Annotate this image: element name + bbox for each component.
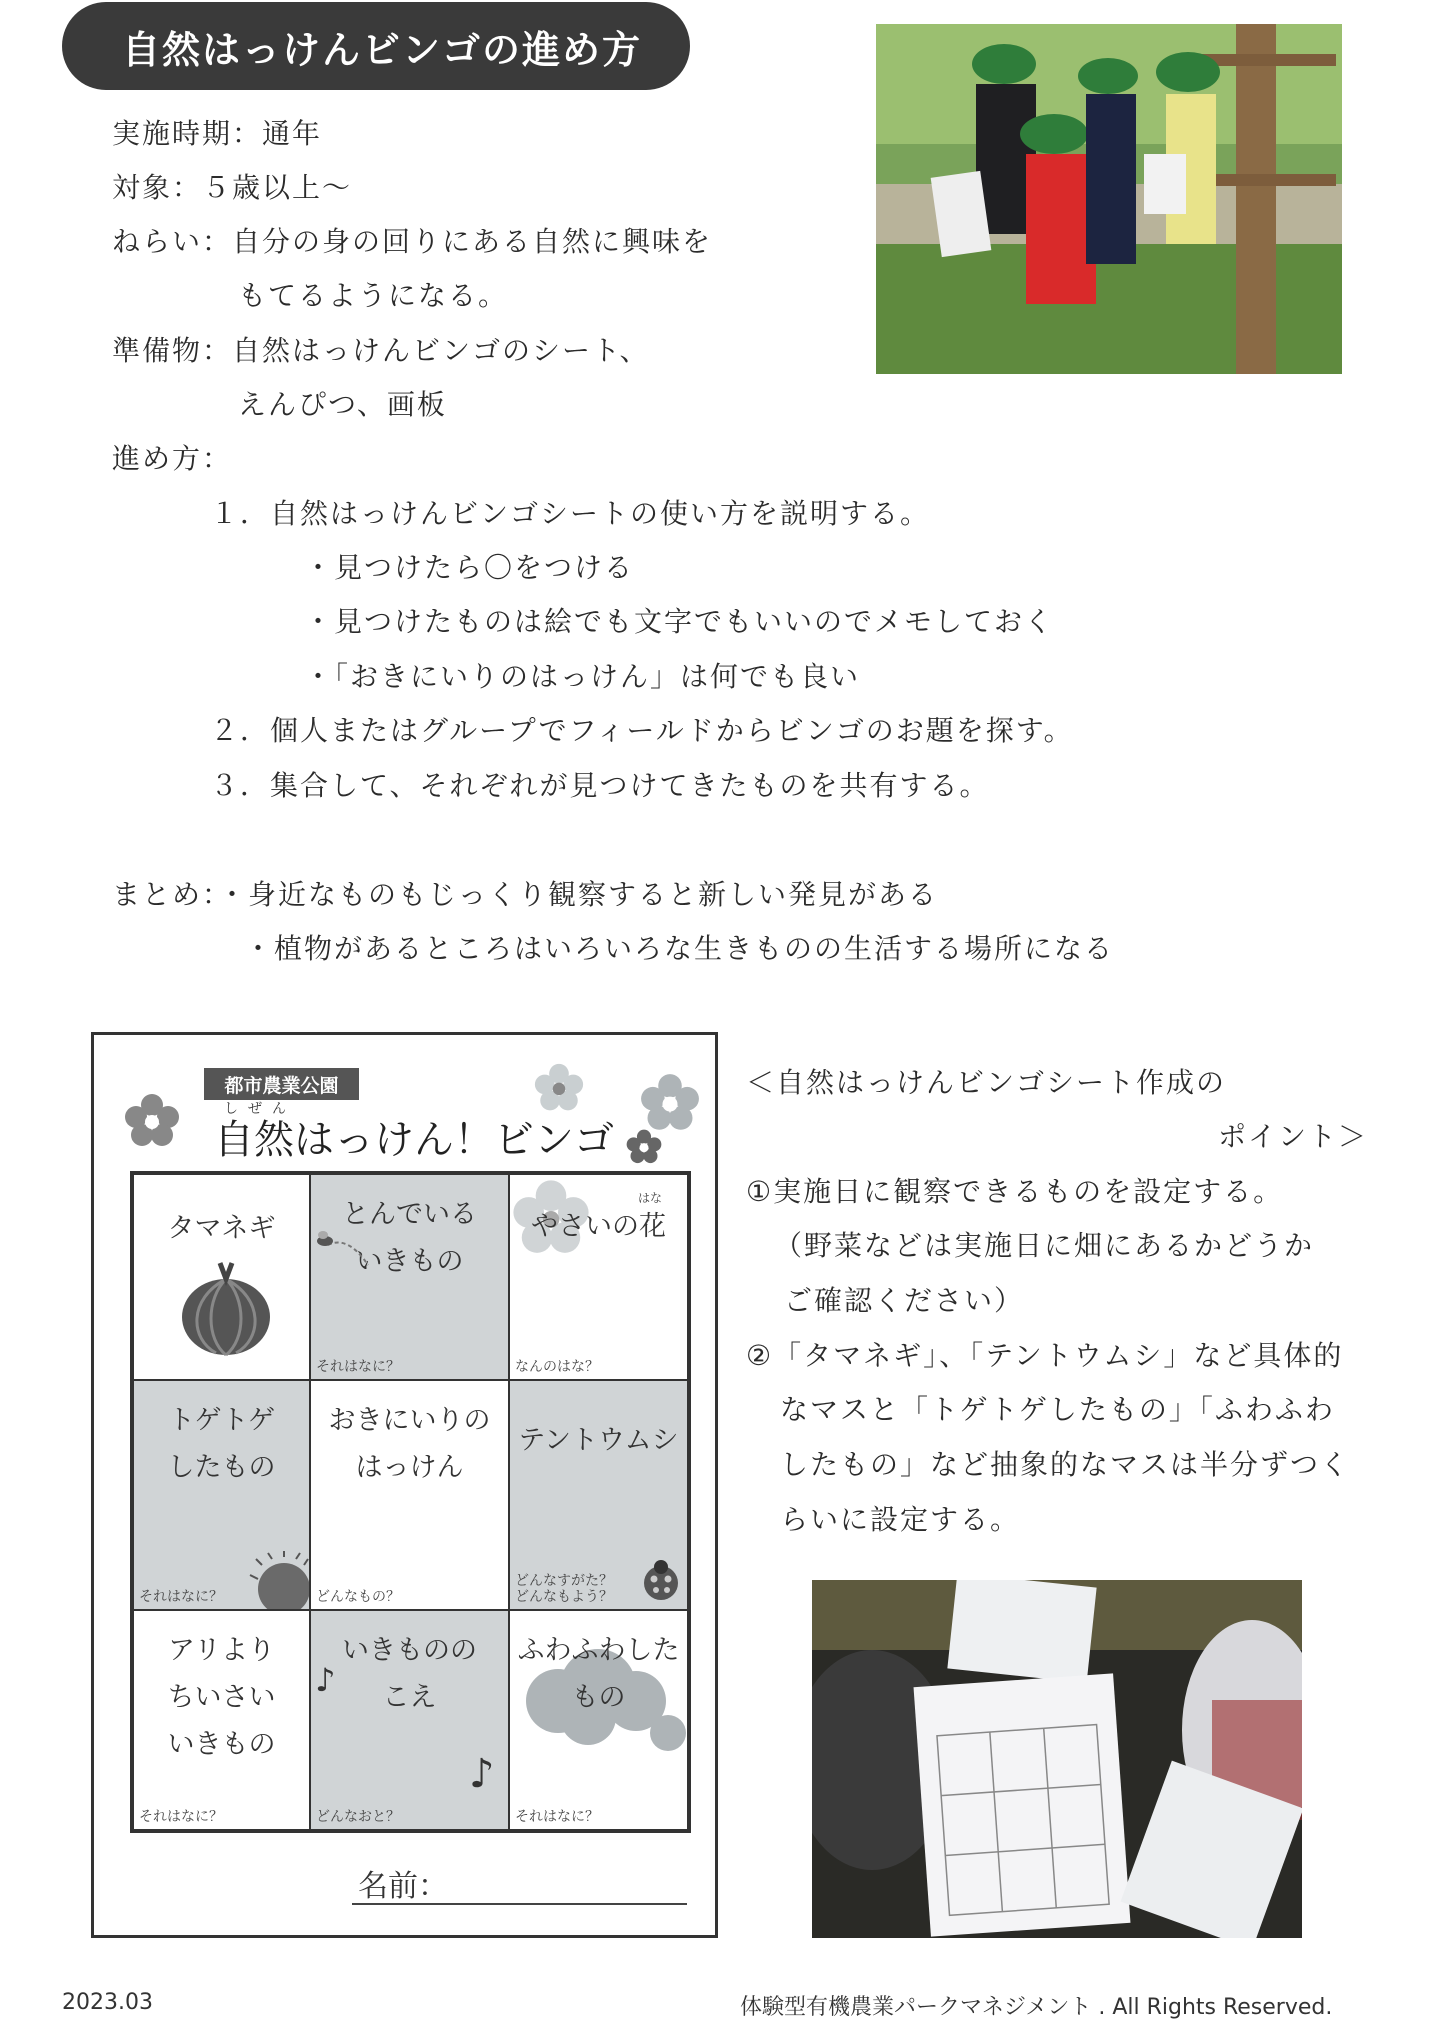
tips-heading-2: ポイント＞ xyxy=(1218,1120,1369,1153)
title-ruby: しぜん xyxy=(224,1101,296,1117)
cell-hint: なんのはな？ xyxy=(515,1359,599,1375)
tip-2-line-2: なマスと「トゲトゲしたもの」「ふわふわ xyxy=(780,1393,1335,1426)
cell-label: テントウムシ xyxy=(518,1425,679,1456)
cell-label: タマネギ xyxy=(167,1213,276,1244)
tip-1-line-2: （野菜などは実施日に畑にあるかどうか xyxy=(774,1229,1315,1262)
aim-text-1: ねらい：自分の身の回りにある自然に興味を xyxy=(112,225,713,258)
prep-text-1: 準備物：自然はっけんビンゴのシート、 xyxy=(112,334,650,367)
bingo-cell-tiny xyxy=(133,1610,310,1830)
step-1b: ・見つけたものは絵でも文字でもいいのでメモしておく xyxy=(304,605,1055,638)
summary-1: まとめ：・身近なものもじっくり観察すると新しい発見がある xyxy=(112,878,939,911)
bingo-cell-favorite xyxy=(310,1380,509,1610)
tips-heading-1: ＜自然はっけんビンゴシート作成の xyxy=(746,1066,1227,1099)
music-note-icon: ♪ xyxy=(315,1661,336,1699)
music-note-icon: ♪ xyxy=(469,1751,495,1797)
flower-icon xyxy=(640,1073,700,1133)
bingo-cell-veg-flower xyxy=(509,1174,688,1380)
step-1c: ・「おきにいりのはっけん」は何でも良い xyxy=(304,660,861,693)
tip-2-line-1: ②「タマネギ」、「テントウムシ」など具体的 xyxy=(746,1339,1344,1372)
name-label: 名前： xyxy=(358,1869,448,1904)
cell-hint: どんなもの？ xyxy=(316,1589,400,1605)
bingo-grid xyxy=(130,1171,691,1833)
footer-date: 2023.03 xyxy=(62,1990,153,2015)
ladybug-icon xyxy=(638,1557,684,1603)
chestnut-icon xyxy=(244,1549,310,1610)
bingo-cell-flying xyxy=(310,1174,509,1380)
sheet-title: 自然はっけん！ビンゴ xyxy=(214,1117,614,1163)
cell-hint: どんなすがた？ どんなもよう？ xyxy=(515,1573,613,1605)
tip-2-line-3: したもの」など抽象的なマスは半分ずつく xyxy=(780,1448,1351,1481)
step-1: １．自然はっけんビンゴシートの使い方を説明する。 xyxy=(210,497,931,530)
onion-icon xyxy=(176,1259,276,1359)
period-text: 実施時期：通年 xyxy=(112,117,323,150)
cell-label: トゲトゲ したもの xyxy=(167,1405,276,1483)
cell-label: アリより ちいさい いきもの xyxy=(167,1635,276,1760)
tip-1-line-3: ご確認ください） xyxy=(784,1284,1025,1317)
cell-hint: それはなに？ xyxy=(515,1809,599,1825)
flower-icon xyxy=(124,1093,180,1149)
bingo-cell-fluffy xyxy=(509,1610,688,1830)
bingo-sheet xyxy=(91,1032,718,1938)
step-1a: ・見つけたら〇をつける xyxy=(304,551,635,584)
cell-label: とんでいる いきもの xyxy=(342,1199,477,1277)
name-line xyxy=(352,1903,687,1905)
children-field-photo xyxy=(876,24,1342,374)
bingo-cell-onion xyxy=(133,1174,310,1380)
cell-label: やさいの花 xyxy=(531,1211,666,1242)
tip-2-line-4: らいに設定する。 xyxy=(780,1503,1021,1536)
bingo-cell-voice xyxy=(310,1610,509,1830)
cell-hint: それはなに？ xyxy=(316,1359,400,1375)
flower-icon xyxy=(626,1129,662,1165)
bee-icon xyxy=(313,1225,373,1275)
step-3: ３．集合して、それぞれが見つけてきたものを共有する。 xyxy=(210,769,990,802)
bingo-cell-spiky xyxy=(133,1380,310,1610)
footer-copyright: 体験型有機農業パークマネジメント . All Rights Reserved. xyxy=(740,1995,1333,2020)
cell-ruby: はな xyxy=(638,1191,663,1205)
cell-label: いきものの こえ xyxy=(342,1635,477,1713)
summary-2: ・植物があるところはいろいろな生きものの生活する場所になる xyxy=(244,932,1115,965)
cell-hint: どんなおと？ xyxy=(316,1809,400,1825)
prep-text-2: えんぴつ、画板 xyxy=(238,388,447,421)
tip-1-line-1: ①実施日に観察できるものを設定する。 xyxy=(746,1175,1284,1208)
cell-hint: それはなに？ xyxy=(139,1589,223,1605)
page-title: 自然はっけんビンゴの進め方 xyxy=(62,2,690,90)
target-text: 対象：５歳以上～ xyxy=(112,171,353,204)
cell-hint: それはなに？ xyxy=(139,1809,223,1825)
bingo-sheets-photo xyxy=(812,1580,1302,1938)
steps-heading: 進め方： xyxy=(112,442,233,475)
park-badge: 都市農業公園 xyxy=(204,1068,359,1100)
aim-text-2: もてるようになる。 xyxy=(238,279,509,312)
bingo-cell-ladybug xyxy=(509,1380,688,1610)
step-2: ２．個人またはグループでフィールドからビンゴのお題を探す。 xyxy=(210,714,1074,747)
cell-label: おきにいりの はっけん xyxy=(328,1405,491,1483)
flower-icon xyxy=(534,1063,584,1113)
cell-label: ふわふわした もの xyxy=(517,1635,680,1713)
